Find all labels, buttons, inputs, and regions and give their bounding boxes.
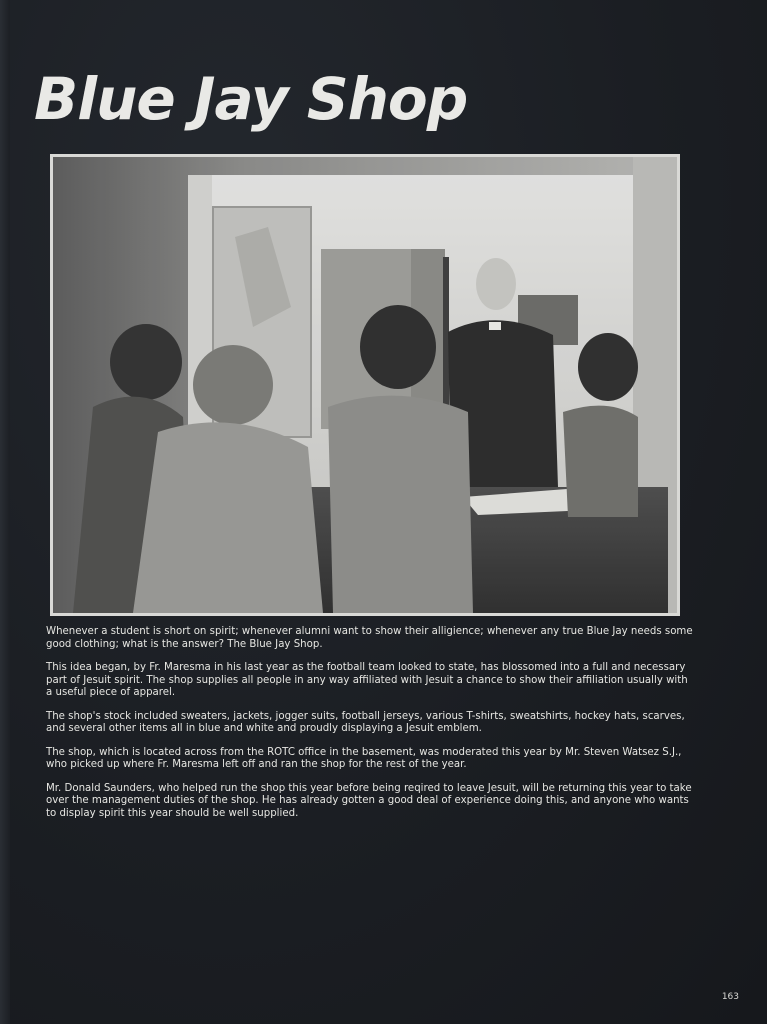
page-edge <box>0 0 10 1024</box>
article-body <box>46 626 694 831</box>
grain <box>53 157 677 613</box>
paragraph-5: Mr. Donald Saunders, who helped run the shop this year before being reqired to leave Jesuit, will be returning this year to take over the management duties of the shop. He has already gotten a good deal of experience doing this, and anyone who wants to display spirit this year should be well supplied. <box>46 782 692 819</box>
paragraph-3: The shop's stock included sweaters, jackets, jogger suits, football jerseys, various T-shirts, sweatshirts, hockey hats, scarves, and several other items all in blue and white and proudly displaying a Jesuit emblem. <box>46 710 685 734</box>
paragraph-2: This idea began, by Fr. Maresma in his last year as the football team looked to state, has blossomed into a full and necessary part of Jesuit spirit. The shop supplies all people in any way affiliated with Jesuit a chance to show their affiliation usually with a useful piece of apparel. <box>46 662 688 698</box>
shop-photo <box>50 154 680 616</box>
page-title: Blue Jay Shop <box>34 65 468 133</box>
paragraph-4: The shop, which is located across from the ROTC office in the basement, was moderated this year by Mr. Steven Watsez S.J., who picked up where Fr. Maresma left off and ran the shop for the rest of the year. <box>46 746 682 770</box>
paragraph-1: Whenever a student is short on spirit; whenever alumni want to show their alligience; whenever any true Blue Jay needs some good clothing; what is the answer? The Blue Jay Shop. <box>46 626 693 650</box>
photo-illustration <box>53 157 677 613</box>
page-number: 163 <box>721 992 739 1002</box>
